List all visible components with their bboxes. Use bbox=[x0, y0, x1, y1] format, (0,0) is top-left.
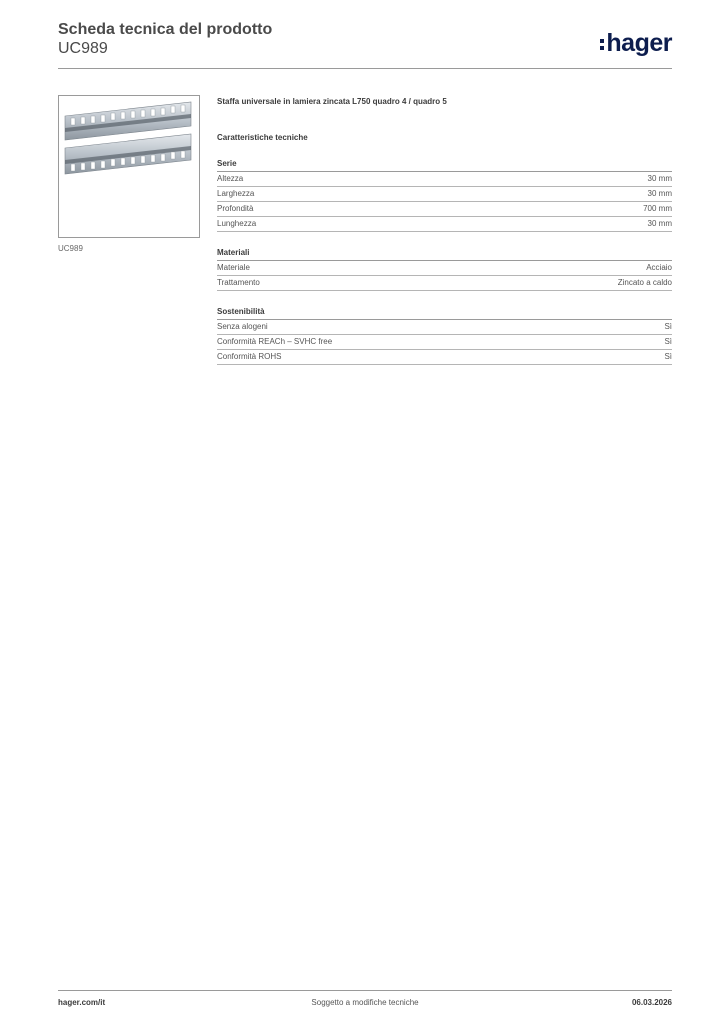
mounting-rail-illustration-icon bbox=[59, 96, 199, 237]
spec-value: Acciaio bbox=[646, 263, 672, 272]
spec-value: 30 mm bbox=[647, 189, 672, 198]
product-code: UC989 bbox=[58, 40, 108, 57]
spec-label: Lunghezza bbox=[217, 219, 257, 228]
footer-notice: Soggetto a modifiche tecniche bbox=[311, 998, 419, 1007]
spec-row bbox=[217, 202, 672, 217]
spec-value: Sì bbox=[664, 352, 672, 361]
header-divider bbox=[58, 68, 672, 69]
spec-group-title: Sostenibilità bbox=[217, 306, 672, 320]
spec-label: Profondità bbox=[217, 204, 254, 213]
footer-divider bbox=[58, 990, 672, 991]
product-description: Staffa universale in lamiera zincata L750 quadro 4 / quadro 5 bbox=[217, 97, 447, 106]
spec-label: Larghezza bbox=[217, 189, 255, 198]
spec-label: Conformità ROHS bbox=[217, 352, 282, 361]
footer-date: 06.03.2026 bbox=[631, 998, 672, 1007]
document-title: Scheda tecnica del prodotto bbox=[58, 21, 273, 38]
spec-row bbox=[217, 187, 672, 202]
spec-label: Altezza bbox=[217, 174, 244, 183]
page-header bbox=[58, 20, 672, 68]
spec-content bbox=[217, 96, 672, 365]
spec-row bbox=[217, 261, 672, 276]
spec-row bbox=[217, 172, 672, 187]
logo-dots-icon bbox=[600, 36, 604, 53]
spec-value: Sì bbox=[664, 322, 672, 331]
spec-row bbox=[217, 217, 672, 232]
image-caption: UC989 bbox=[58, 244, 83, 253]
spec-group-title: Materiali bbox=[217, 247, 672, 261]
spec-label: Trattamento bbox=[217, 278, 260, 287]
spec-value: 30 mm bbox=[647, 174, 672, 183]
brand-logo bbox=[600, 28, 672, 58]
specs-heading: Caratteristiche tecniche bbox=[217, 133, 308, 142]
spec-row bbox=[217, 320, 672, 335]
spec-group-sostenibilita bbox=[217, 306, 672, 365]
spec-value: 700 mm bbox=[643, 204, 672, 213]
spec-value: 30 mm bbox=[647, 219, 672, 228]
spec-group-materiali bbox=[217, 247, 672, 291]
spec-label: Senza alogeni bbox=[217, 322, 268, 331]
logo-text: hager bbox=[606, 29, 672, 57]
spec-value: Zincato a caldo bbox=[617, 278, 672, 287]
spec-value: Sì bbox=[664, 337, 672, 346]
spec-row bbox=[217, 276, 672, 291]
spec-row bbox=[217, 335, 672, 350]
spec-label: Materiale bbox=[217, 263, 250, 272]
spec-row bbox=[217, 350, 672, 365]
spec-group-title: Serie bbox=[217, 158, 672, 172]
footer-website-link[interactable]: hager.com/it bbox=[58, 998, 106, 1007]
spec-label: Conformità REACh – SVHC free bbox=[217, 337, 333, 346]
spec-group-serie bbox=[217, 158, 672, 232]
product-image bbox=[58, 95, 200, 238]
